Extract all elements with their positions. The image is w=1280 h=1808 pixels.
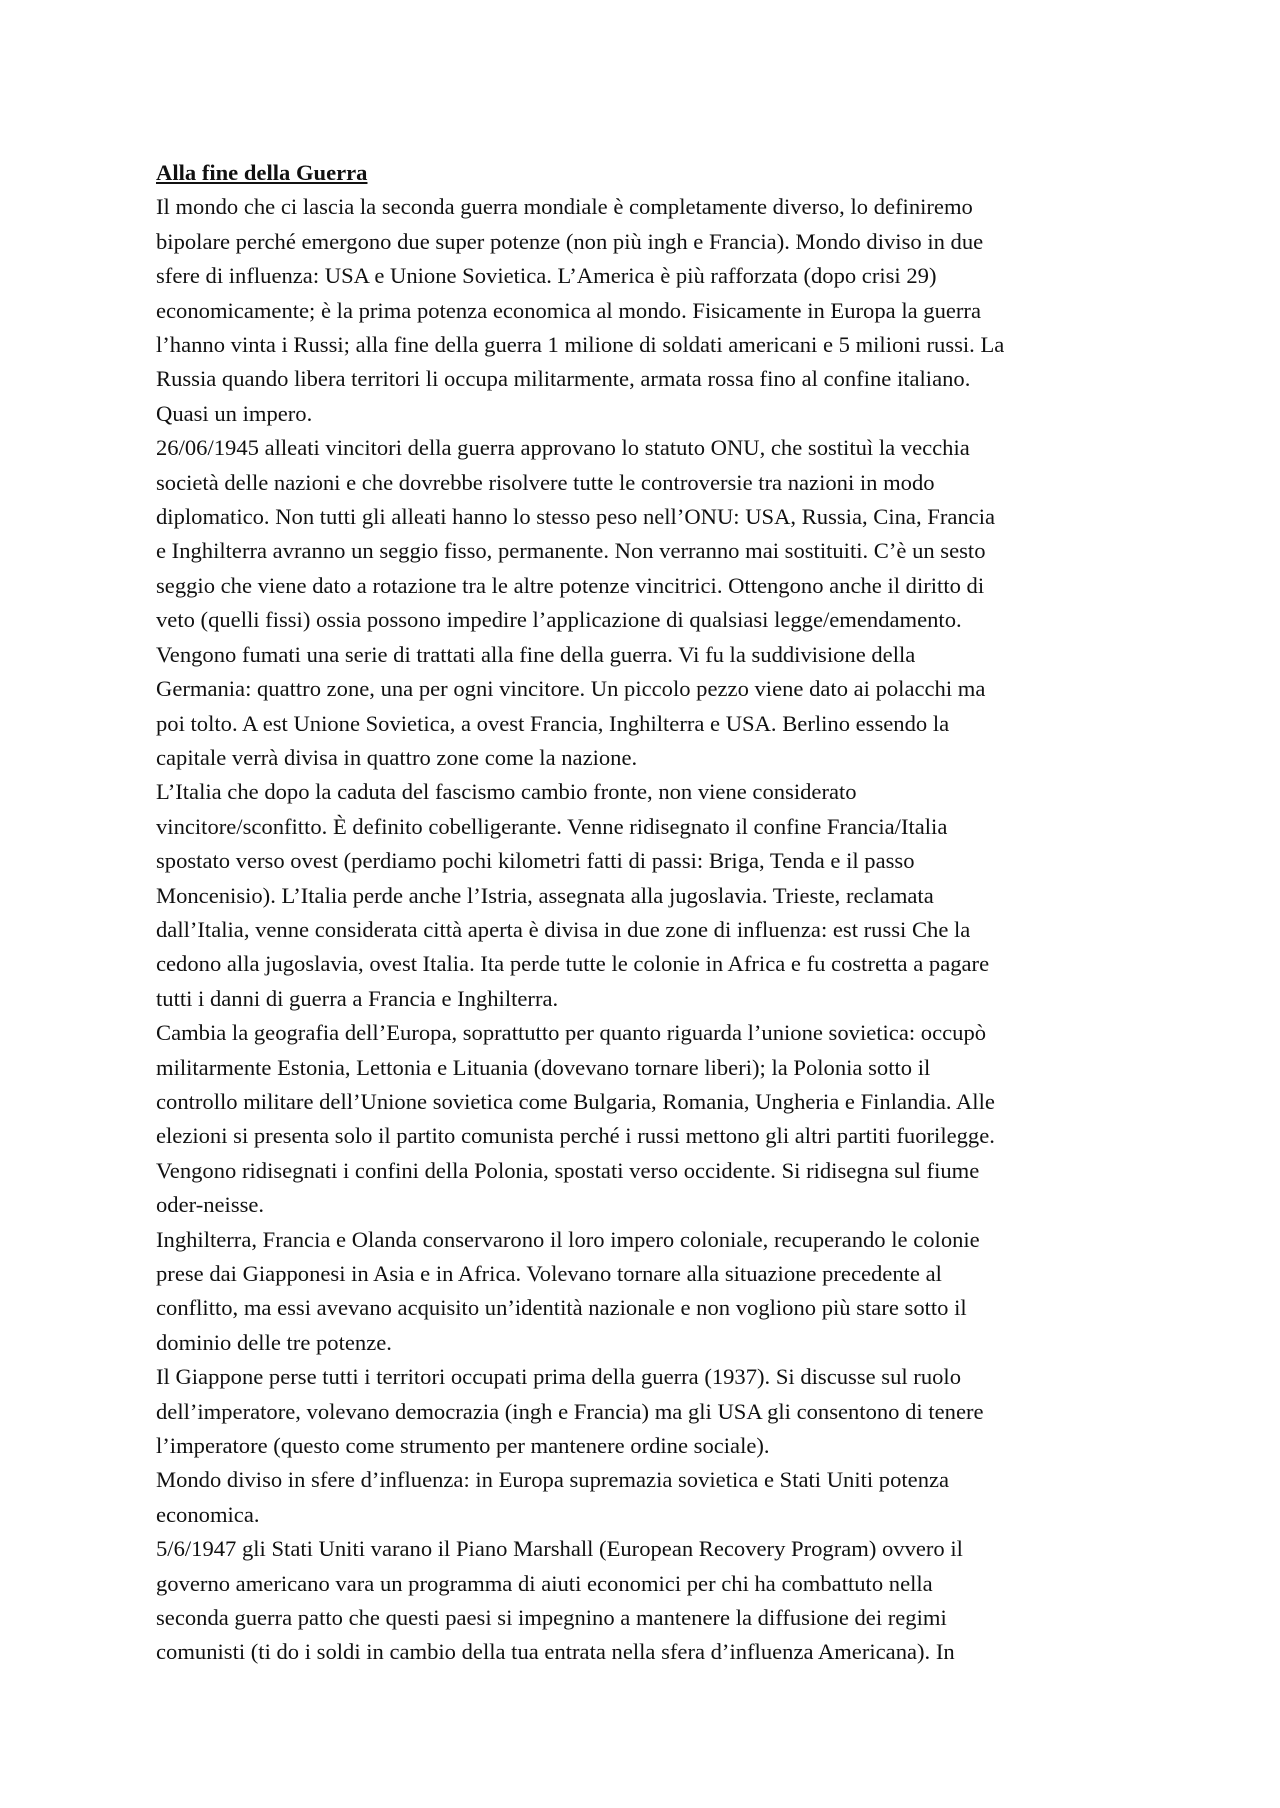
text-line: economicamente; è la prima potenza economica al mondo. Fisicamente in Europa la guerra: [156, 297, 981, 323]
text-line: Moncenisio). L’Italia perde anche l’Istria, assegnata alla jugoslavia. Trieste, reclamata: [156, 882, 934, 908]
text-line: 26/06/1945 alleati vincitori della guerra approvano lo statuto ONU, che sostituì la vecchia: [156, 435, 970, 461]
text-line: l’hanno vinta i Russi; alla fine della guerra 1 milione di soldati americani e 5 milioni russi. La: [156, 332, 1005, 358]
text-line: dall’Italia, venne considerata città aperta è divisa in due zone di influenza: est russi Che la: [156, 916, 971, 942]
paragraph: [156, 190, 1136, 431]
text-line: capitale verrà divisa in quattro zone come la nazione.: [156, 744, 638, 770]
paragraph-container: [156, 190, 1136, 1669]
text-line: dell’imperatore, volevano democrazia (ingh e Francia) ma gli USA gli consentono di tenere: [156, 1398, 984, 1424]
paragraph: [156, 1223, 1136, 1361]
text-line: militarmente Estonia, Lettonia e Lituania (dovevano tornare liberi); la Polonia sotto il: [156, 1054, 931, 1080]
text-line: tutti i danni di guerra a Francia e Inghilterra.: [156, 985, 559, 1011]
text-line: Inghilterra, Francia e Olanda conservarono il loro impero coloniale, recuperando le colonie: [156, 1226, 980, 1252]
text-line: governo americano vara un programma di aiuti economici per chi ha combattuto nella: [156, 1570, 933, 1596]
text-line: Germania: quattro zone, una per ogni vincitore. Un piccolo pezzo viene dato ai polacchi ma: [156, 676, 986, 702]
text-line: diplomatico. Non tutti gli alleati hanno lo stesso peso nell’ONU: USA, Russia, Cina, Francia: [156, 504, 996, 530]
paragraph: [156, 1532, 1136, 1670]
text-line: seconda guerra patto che questi paesi si impegnino a mantenere la diffusione dei regimi: [156, 1605, 947, 1631]
text-line: elezioni si presenta solo il partito comunista perché i russi mettono gli altri partiti fuorilegge.: [156, 1123, 995, 1149]
text-line: Russia quando libera territori li occupa militarmente, armata rossa fino al confine italiano.: [156, 366, 971, 392]
text-line: Quasi un impero.: [156, 400, 313, 426]
paragraph: [156, 1016, 1136, 1222]
text-line: Cambia la geografia dell’Europa, soprattutto per quanto riguarda l’unione sovietica: occupò: [156, 1020, 987, 1046]
paragraph: [156, 1360, 1136, 1463]
text-line: comunisti (ti do i soldi in cambio della tua entrata nella sfera d’influenza Americana). In: [156, 1639, 955, 1665]
text-line: e Inghilterra avranno un seggio fisso, permanente. Non verranno mai sostituiti. C’è un sesto: [156, 538, 986, 564]
text-line: dominio delle tre potenze.: [156, 1329, 392, 1355]
text-line: 5/6/1947 gli Stati Uniti varano il Piano Marshall (European Recovery Program) ovvero il: [156, 1536, 963, 1562]
text-line: prese dai Giapponesi in Asia e in Africa. Volevano tornare alla situazione precedente al: [156, 1261, 942, 1286]
text-line: Vengono ridisegnati i confini della Polonia, spostati verso occidente. Si ridisegna sul fiume: [156, 1157, 980, 1183]
text-line: controllo militare dell’Unione sovietica come Bulgaria, Romania, Ungheria e Finlandia. Alle: [156, 1088, 995, 1114]
text-line: sfere di influenza: USA e Unione Sovietica. L’America è più rafforzata (dopo crisi 29): [156, 263, 937, 289]
text-line: bipolare perché emergono due super potenze (non più ingh e Francia). Mondo diviso in due: [156, 228, 984, 254]
text-line: poi tolto. A est Unione Sovietica, a ovest Francia, Inghilterra e USA. Berlino essendo la: [156, 710, 950, 736]
text-line: l’imperatore (questo come strumento per mantenere ordine sociale).: [156, 1433, 770, 1459]
text-line: spostato verso ovest (perdiamo pochi kilometri fatti di passi: Briga, Tenda e il passo: [156, 848, 915, 874]
text-line: oder-neisse.: [156, 1192, 265, 1218]
text-line: Il mondo che ci lascia la seconda guerra mondiale è completamente diverso, lo definiremo: [156, 194, 973, 220]
text-line: seggio che viene dato a rotazione tra le altre potenze vincitrici. Ottengono anche il diritto di: [156, 572, 985, 598]
text-line: Mondo diviso in sfere d’influenza: in Europa supremazia sovietica e Stati Uniti potenza: [156, 1467, 950, 1493]
text-line: economica.: [156, 1501, 260, 1527]
paragraph: [156, 1463, 1136, 1532]
text-line: Vengono fumati una serie di trattati alla fine della guerra. Vi fu la suddivisione della: [156, 641, 916, 667]
text-line: L’Italia che dopo la caduta del fascismo cambio fronte, non viene considerato: [156, 779, 857, 805]
text-line: Il Giappone perse tutti i territori occupati prima della guerra (1937). Si discusse sul ruolo: [156, 1364, 962, 1390]
text-line: vincitore/sconfitto. È definito cobelligerante. Venne ridisegnato il confine Francia/Italia: [156, 813, 948, 839]
paragraph: [156, 775, 1136, 1016]
document-title: Alla fine della Guerra: [156, 160, 368, 185]
text-line: veto (quelli fissi) ossia possono impedire l’applicazione di qualsiasi legge/emendamento.: [156, 607, 962, 633]
text-line: cedono alla jugoslavia, ovest Italia. Ita perde tutte le colonie in Africa e fu costretta a pagare: [156, 951, 990, 977]
document-body: [156, 156, 1136, 1670]
paragraph: [156, 431, 1136, 775]
text-line: conflitto, ma essi avevano acquisito un’identità nazionale e non vogliono più stare sotto il: [156, 1295, 967, 1321]
text-line: società delle nazioni e che dovrebbe risolvere tutte le controversie tra nazioni in modo: [156, 469, 935, 495]
